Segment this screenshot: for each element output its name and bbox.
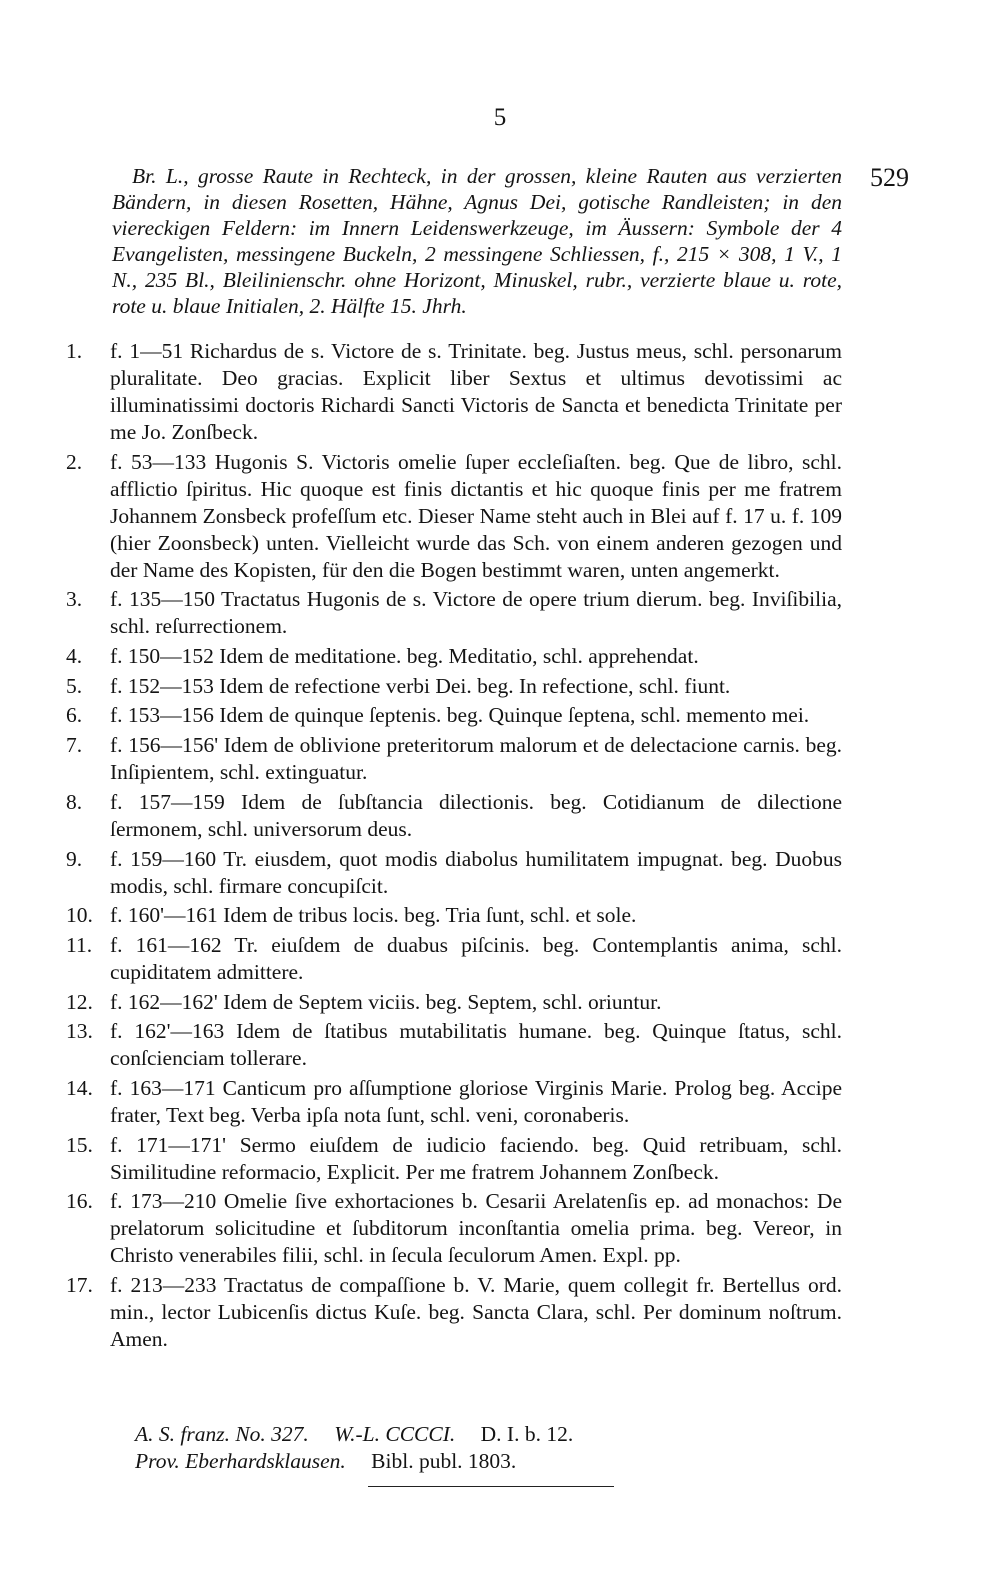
- list-item: [66, 989, 842, 1016]
- entry-text: f. 150—152 Idem de meditatione. beg. Meditatio, schl. apprehendat.: [110, 644, 699, 669]
- contents-list: [66, 338, 842, 1356]
- entry-text: f. 162—162' Idem de Septem viciis. beg. Septem, schl. oriuntur.: [110, 989, 662, 1014]
- entry-text: f. 156—156' Idem de oblivione preteritorum malorum et de delectacione carnis. beg. Inſipientem, schl. extinguatur.: [110, 733, 842, 785]
- shelfmark-signature: D. I. b. 12.: [480, 1422, 574, 1446]
- list-item: [66, 1132, 842, 1186]
- list-item: [66, 1272, 842, 1353]
- entry-number: 6.: [66, 703, 83, 728]
- provenance-italic: Prov. Eberhardsklausen.: [135, 1449, 346, 1473]
- entry-number: 11.: [66, 932, 93, 957]
- entry-number: 12.: [66, 989, 93, 1014]
- entry-text: f. 173—210 Omelie ſive exhortaciones b. Cesarii Arelatenſis ep. ad monachos: De prelatorum solicitudine et ſubditorum inconſtantia omelia prima. beg. Vereor, in Christo venerabiles filii, schl. in ſecula ſeculorum Amen. Expl. pp.: [110, 1189, 842, 1268]
- list-item: [66, 1075, 842, 1129]
- list-item: [66, 932, 842, 986]
- entry-number: 2.: [66, 449, 83, 474]
- list-item: [66, 702, 842, 729]
- entry-text: f. 53—133 Hugonis S. Victoris omelie ſuper eccleſiaſten. beg. Que de libro, schl. afflictio ſpiritus. Hic quoque est finis dictantis et hic quoque finis per me fratrem Johannem Zonsbeck profeſſum etc. Dieser Name steht auch in Blei auf f. 17 u. f. 109 (hier Zoonsbeck) unten. Vielleicht wurde das Sch. von einem anderen gezogen und der Name des Kopisten, für den die Bogen bestimmt waren, unten angemerkt.: [110, 449, 842, 582]
- page-number: 5: [493, 104, 507, 131]
- entry-text: f. 213—233 Tractatus de compaſſione b. V. Marie, quem collegit fr. Bertellus ord. min., lector Lubicenſis dictus Kuſe. beg. Sancta Clara, schl. Per dominum noſtrum. Amen.: [110, 1273, 842, 1351]
- list-item: [66, 846, 842, 900]
- list-item: [66, 338, 842, 446]
- manuscript-description: Br. L., grosse Raute in Rechteck, in der grossen, kleine Rauten aus verzierten Bändern, in diesen Rosetten, Hähne, Agnus Dei, gotische Randleisten; in den viereckigen Feldern: im Innern Leidenswerkzeuge, im Äussern: Symbole der 4 Evangelisten, messingene Buckeln, 2 messingene Schliessen, f., 215 × 308, 1 V., 1 N., 235 Bl., Bleilinienschr. ohne Horizont, Minuskel, rubr., verzierte blaue u. rote, rote u. blaue Initialen, 2. Hälfte 15. Jhrh.: [112, 164, 842, 318]
- entry-number: 3.: [66, 587, 83, 612]
- shelfmark-old-number: W.-L. CCCCI.: [334, 1422, 456, 1446]
- entry-text: f. 171—171' Sermo eiuſdem de iudicio faciendo. beg. Quid retribuam, schl. Similitudine reformacio, Explicit. Per me fratrem Johannem Zonſbeck.: [110, 1132, 842, 1184]
- entry-number: 15.: [66, 1132, 93, 1157]
- entry-number: 4.: [66, 644, 83, 669]
- margin-number: 529: [870, 163, 909, 192]
- list-item: [66, 732, 842, 786]
- shelfmark-line: [135, 1421, 835, 1448]
- list-item: [66, 1188, 842, 1269]
- entry-text: f. 159—160 Tr. eiusdem, quot modis diabolus humilitatem impugnat. beg. Duobus modis, schl. firmare concupiſcit.: [110, 846, 842, 898]
- entry-number: 16.: [66, 1189, 93, 1214]
- list-item: [66, 1018, 842, 1072]
- entry-text: f. 152—153 Idem de refectione verbi Dei. beg. In refectione, schl. fiunt.: [110, 673, 731, 698]
- entry-number: 5.: [66, 673, 83, 698]
- entry-number: 8.: [66, 789, 83, 814]
- list-item: [66, 673, 842, 700]
- provenance-rest: Bibl. publ. 1803.: [371, 1449, 517, 1473]
- list-item: [66, 586, 842, 640]
- entry-number: 17.: [66, 1273, 93, 1297]
- entry-number: 9.: [66, 846, 83, 871]
- divider-rule: [368, 1486, 614, 1487]
- entry-text: f. 1—51 Richardus de s. Victore de s. Trinitate. beg. Justus meus, schl. personarum pluralitate. Deo gracias. Explicit liber Sextus et ultimus devotissimi ac illuminatissimi doctoris Richardi Sancti Victoris de Sancta et benedicta Trinitate per me Jo. Zonſbeck.: [110, 339, 842, 444]
- entry-text: f. 153—156 Idem de quinque ſeptenis. beg. Quinque ſeptena, schl. memento mei.: [110, 703, 810, 728]
- list-item: [66, 643, 842, 670]
- entry-text: f. 163—171 Canticum pro aſſumptione gloriose Virginis Marie. Prolog beg. Accipe frater, Text beg. Verba ipſa nota ſunt, schl. veni, coronaberis.: [110, 1075, 842, 1127]
- provenance-line: [135, 1448, 835, 1475]
- entry-number: 10.: [66, 903, 93, 928]
- shelfmark-block: [135, 1421, 835, 1475]
- entry-text: f. 157—159 Idem de ſubſtancia dilectionis. beg. Cotidianum de dilectione ſermonem, schl. universorum deus.: [110, 789, 842, 841]
- entry-text: f. 162'—163 Idem de ſtatibus mutabilitatis humane. beg. Quinque ſtatus, schl. conſcienciam tollerare.: [110, 1019, 842, 1071]
- entry-number: 7.: [66, 733, 83, 758]
- list-item: [66, 902, 842, 929]
- list-item: [66, 449, 842, 584]
- entry-text: f. 135—150 Tractatus Hugonis de s. Victore de opere trium dierum. beg. Inviſibilia, schl. reſurrectionem.: [110, 587, 842, 639]
- entry-number: 13.: [66, 1019, 93, 1044]
- entry-text: f. 160'—161 Idem de tribus locis. beg. Tria ſunt, schl. et sole.: [110, 903, 637, 928]
- entry-number: 1.: [66, 339, 83, 363]
- entry-text: f. 161—162 Tr. eiuſdem de duabus piſcinis. beg. Contemplantis anima, schl. cupiditatem admittere.: [110, 932, 842, 984]
- shelfmark-italic: A. S. franz. No. 327.: [135, 1422, 309, 1446]
- list-item: [66, 789, 842, 843]
- entry-number: 14.: [66, 1075, 93, 1100]
